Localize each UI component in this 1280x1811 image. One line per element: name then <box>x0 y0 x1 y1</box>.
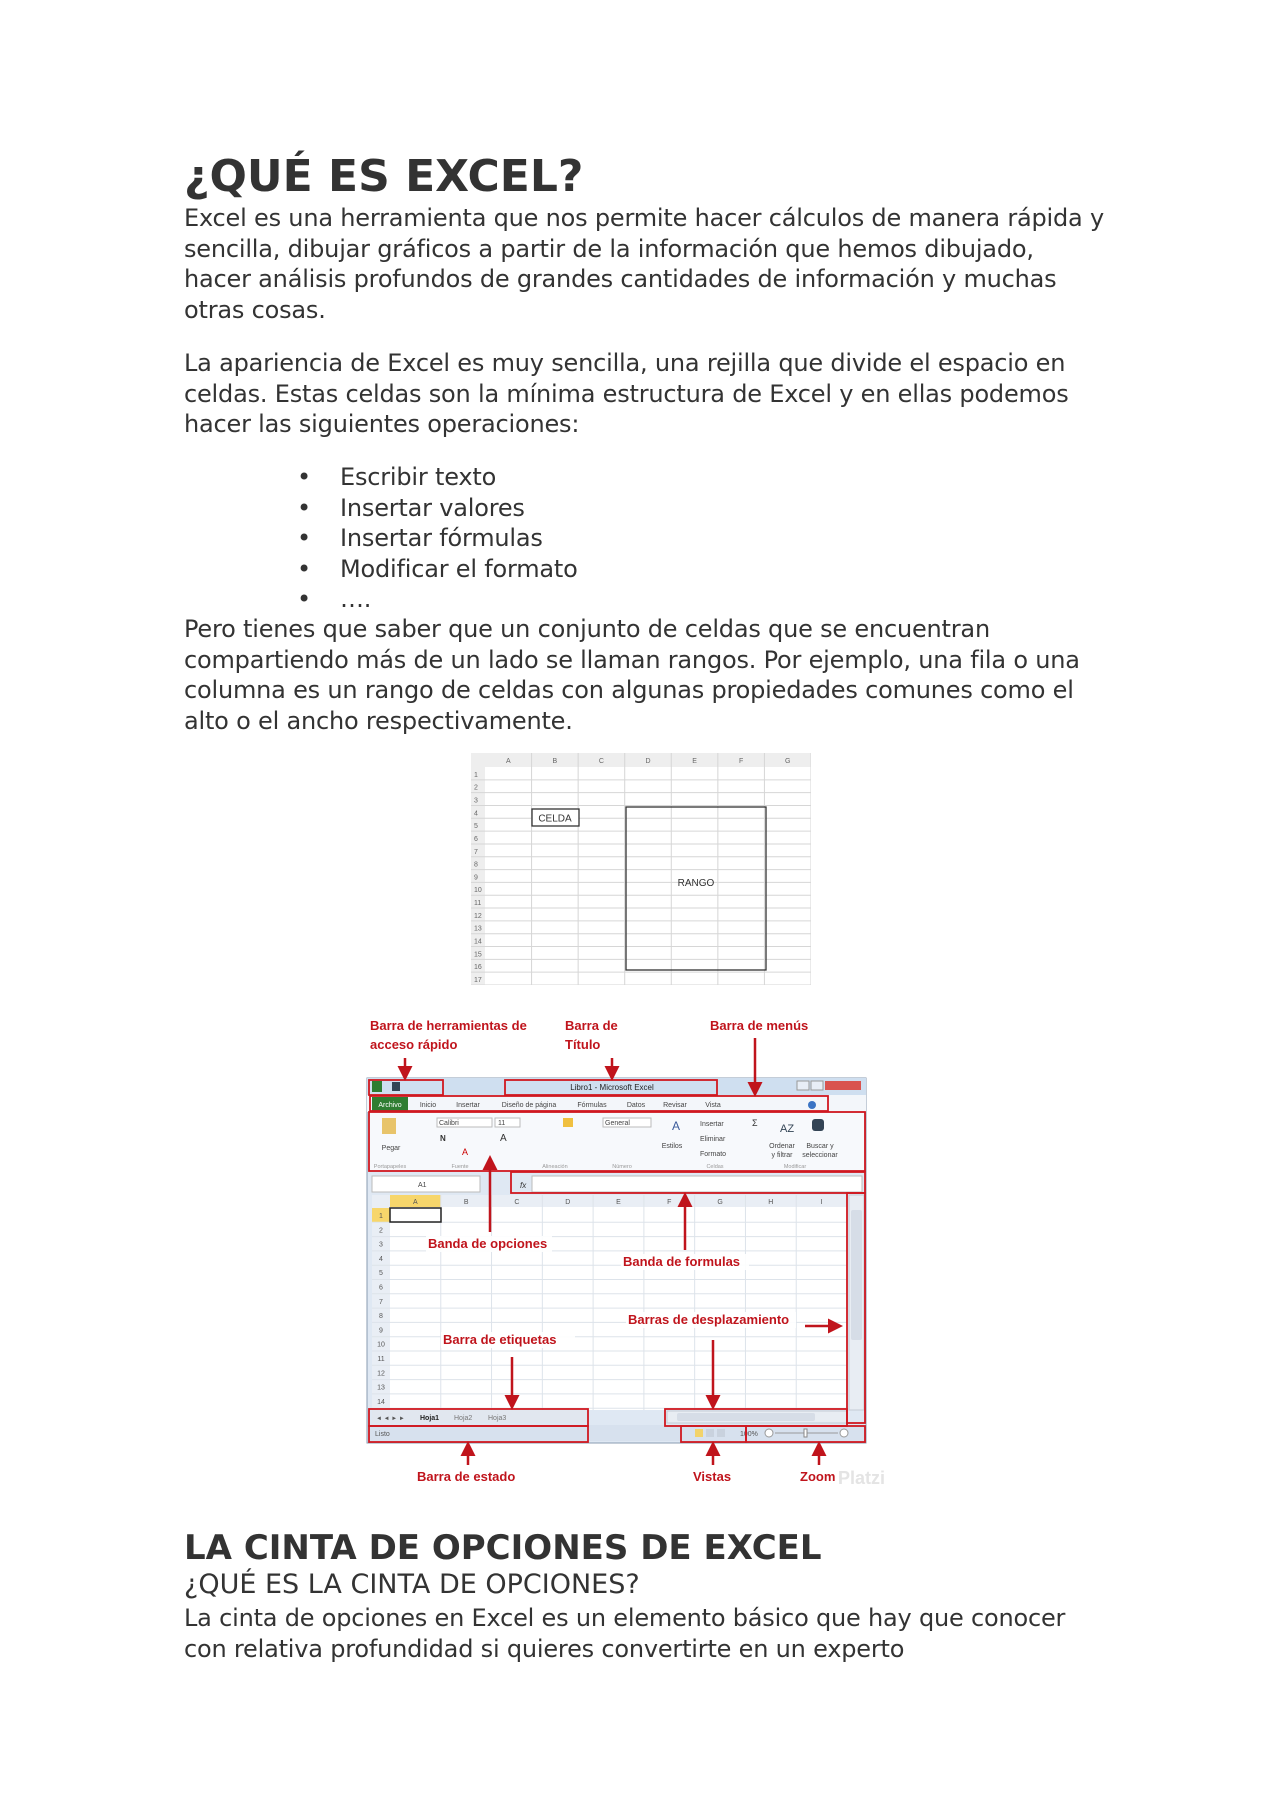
font-color-button[interactable]: A <box>462 1147 469 1157</box>
column-header: C <box>598 758 604 765</box>
font-grow-button[interactable]: A <box>500 1133 507 1144</box>
sum-icon[interactable]: Σ <box>752 1118 758 1128</box>
tab-insertar[interactable]: Insertar <box>456 1102 480 1109</box>
column-header[interactable]: B <box>463 1199 469 1206</box>
format-cells-button[interactable]: Formato <box>700 1151 727 1158</box>
svg-text:11: 11 <box>498 1120 506 1127</box>
tab-revisar[interactable]: Revisar <box>663 1102 687 1109</box>
page-break-view-icon[interactable] <box>717 1429 725 1437</box>
excel-window <box>367 1078 866 1443</box>
tab-inicio[interactable]: Inicio <box>419 1102 437 1109</box>
page-layout-view-icon[interactable] <box>706 1429 714 1437</box>
styles-icon[interactable]: A <box>672 1119 681 1133</box>
row-header: 16 <box>474 964 482 972</box>
sheet-tab-hoja1[interactable]: Hoja1 <box>420 1415 440 1422</box>
horizontal-scroll-thumb[interactable] <box>677 1413 815 1421</box>
column-header[interactable]: G <box>717 1199 723 1206</box>
label-quick-access-2: acceso rápido <box>370 1037 458 1052</box>
sheet-nav-icons[interactable]: ◄ ◄ ► ► <box>376 1416 405 1422</box>
column-header: B <box>552 758 558 765</box>
label-sheet-tabs: Barra de etiquetas <box>443 1332 557 1347</box>
svg-text:Ordenar: Ordenar <box>769 1143 795 1150</box>
zoom-slider-thumb[interactable] <box>804 1429 807 1437</box>
zoom-level: 100% <box>740 1431 758 1438</box>
row-header: 12 <box>474 912 482 920</box>
vertical-scroll-thumb[interactable] <box>851 1210 862 1340</box>
row-header[interactable]: 1 <box>379 1213 383 1220</box>
row-header[interactable]: 11 <box>377 1356 385 1363</box>
row-header[interactable]: 14 <box>377 1398 385 1406</box>
range-label: RANGO <box>677 878 715 889</box>
sheet-tab-hoja2[interactable]: Hoja2 <box>454 1415 473 1422</box>
list-item: • Insertar valores <box>184 493 1104 524</box>
svg-text:Celdas: Celdas <box>706 1164 724 1170</box>
label-views: Vistas <box>693 1469 732 1484</box>
intro-paragraph: Excel es una herramienta que nos permite hacer cálculos de manera rápida y sencilla, dibujar gráficos a partir de la información que hemos dibujado, hacer análisis profundos de grandes cantidades de información y muchas otras cosas. <box>184 204 1104 324</box>
column-header: A <box>505 758 511 765</box>
excel-interface-diagram <box>360 1010 920 1510</box>
row-header: 4 <box>474 810 478 818</box>
column-header[interactable]: C <box>514 1199 520 1206</box>
help-icon[interactable] <box>808 1101 816 1109</box>
column-header[interactable]: I <box>820 1199 823 1206</box>
row-header: 1 <box>474 771 478 779</box>
list-item: • …. <box>184 584 1104 615</box>
label-menu-bar: Barra de menús <box>710 1018 809 1033</box>
row-header[interactable]: 12 <box>377 1370 385 1378</box>
tab-formulas[interactable]: Fórmulas <box>577 1102 607 1109</box>
column-header: E <box>692 758 697 765</box>
svg-text:A1: A1 <box>418 1182 427 1189</box>
cell-range-figure <box>471 753 811 985</box>
ranges-paragraph: Pero tienes que saber que un conjunto de celdas que se encuentran compartiendo más de un lado se llaman rangos. Por ejemplo, una fila o una columna es un rango de celdas con algunas propiedades comunes como el alto o el ancho respectivamente. <box>184 615 1080 735</box>
row-header[interactable]: 3 <box>379 1241 383 1249</box>
svg-text:y filtrar: y filtrar <box>771 1152 793 1159</box>
zoom-in-button[interactable] <box>840 1429 848 1437</box>
column-header[interactable]: E <box>616 1199 621 1206</box>
status-text: Listo <box>375 1431 390 1438</box>
row-header[interactable]: 6 <box>379 1284 383 1292</box>
row-header[interactable]: 8 <box>379 1313 383 1321</box>
list-item: • Modificar el formato <box>184 554 1104 585</box>
label-scroll-bars: Barras de desplazamiento <box>628 1312 790 1327</box>
row-header[interactable]: 5 <box>379 1270 383 1278</box>
label-quick-access: Barra de herramientas de <box>370 1018 527 1033</box>
tab-diseno[interactable]: Diseño de página <box>501 1102 557 1109</box>
tab-vista[interactable]: Vista <box>705 1102 721 1109</box>
row-header: 6 <box>474 835 478 843</box>
column-header: D <box>645 758 651 765</box>
excel-logo-icon <box>372 1081 382 1092</box>
maximize-button[interactable] <box>811 1081 823 1090</box>
row-header: 17 <box>474 977 482 984</box>
row-header: 3 <box>474 797 478 805</box>
label-formula-bar: Banda de formulas <box>623 1254 741 1269</box>
operations-list <box>184 462 1104 615</box>
row-header[interactable]: 2 <box>379 1227 383 1235</box>
cell-label: CELDA <box>538 813 572 825</box>
column-header: F <box>739 758 744 765</box>
section-title: LA CINTA DE OPCIONES DE EXCEL <box>184 1528 822 1568</box>
svg-text:Modificar: Modificar <box>783 1164 807 1170</box>
row-header: 13 <box>474 925 482 933</box>
fx-icon: fx <box>520 1181 527 1190</box>
row-header: 11 <box>474 900 482 908</box>
svg-text:Estilos: Estilos <box>661 1143 683 1150</box>
tab-datos[interactable]: Datos <box>626 1102 646 1109</box>
ribbon-paragraph: La cinta de opciones en Excel es un elemento básico que hay que conocer con relativa profundidad si quieres convertirte en un experto <box>184 1604 1066 1663</box>
delete-cells-button[interactable]: Eliminar <box>700 1136 726 1143</box>
row-header[interactable]: 13 <box>377 1384 385 1392</box>
page-title: ¿QUÉ ES EXCEL? <box>184 151 584 202</box>
row-header: 5 <box>474 823 478 831</box>
list-item: • Insertar fórmulas <box>184 523 1104 554</box>
sort-icon[interactable]: AZ <box>780 1123 795 1135</box>
row-header[interactable]: 4 <box>379 1255 383 1263</box>
row-header[interactable]: 9 <box>379 1327 383 1335</box>
column-header[interactable]: F <box>667 1199 672 1206</box>
save-icon[interactable] <box>392 1082 400 1091</box>
row-header: 7 <box>474 848 478 856</box>
platzi-watermark: Platzi <box>838 1468 886 1488</box>
column-header: G <box>784 758 791 765</box>
row-header: 14 <box>474 938 482 946</box>
row-header: 9 <box>474 874 478 882</box>
svg-text:General: General <box>605 1120 630 1127</box>
paste-icon[interactable] <box>382 1118 396 1134</box>
formula-input[interactable] <box>532 1176 862 1192</box>
insert-cells-button[interactable]: Insertar <box>700 1121 724 1128</box>
svg-text:Archivo: Archivo <box>378 1102 402 1109</box>
row-header: 2 <box>474 784 478 792</box>
label-status-bar: Barra de estado <box>417 1469 516 1484</box>
row-header[interactable]: 7 <box>379 1298 383 1306</box>
svg-text:Número: Número <box>612 1164 632 1170</box>
row-header[interactable]: 10 <box>377 1341 385 1349</box>
row-header: 15 <box>474 951 482 959</box>
close-button[interactable] <box>825 1081 861 1090</box>
label-title-bar: Barra de <box>565 1018 618 1033</box>
row-header: 8 <box>474 861 478 869</box>
column-header[interactable]: D <box>565 1199 571 1206</box>
align-button[interactable] <box>563 1118 573 1127</box>
svg-text:Buscar y: Buscar y <box>806 1143 834 1150</box>
minimize-button[interactable] <box>797 1081 809 1090</box>
row-header: 10 <box>474 887 482 895</box>
svg-text:Fuente: Fuente <box>451 1164 469 1170</box>
section-subtitle: ¿QUÉ ES LA CINTA DE OPCIONES? <box>184 1569 640 1600</box>
binoculars-icon[interactable] <box>812 1119 824 1131</box>
window-title: Libro1 - Microsoft Excel <box>570 1083 654 1092</box>
zoom-out-button[interactable] <box>765 1429 773 1437</box>
svg-text:Portapapeles: Portapapeles <box>373 1164 407 1170</box>
appearance-paragraph: La apariencia de Excel es muy sencilla, una rejilla que divide el espacio en celdas. Estas celdas son la mínima estructura de Excel y en ellas podemos hacer las siguientes operaciones: <box>184 349 1069 438</box>
svg-text:Pegar: Pegar <box>381 1145 401 1152</box>
svg-text:Calibri: Calibri <box>439 1120 459 1127</box>
label-ribbon: Banda de opciones <box>428 1236 548 1251</box>
sheet-tab-hoja3[interactable]: Hoja3 <box>488 1415 507 1422</box>
normal-view-icon[interactable] <box>695 1429 703 1437</box>
label-title-bar-2: Título <box>565 1037 601 1052</box>
column-header[interactable]: H <box>768 1199 774 1206</box>
label-zoom: Zoom <box>800 1469 836 1484</box>
bold-button[interactable]: N <box>440 1134 446 1143</box>
svg-text:seleccionar: seleccionar <box>802 1152 838 1159</box>
column-header[interactable]: A <box>413 1199 418 1206</box>
list-item: • Escribir texto <box>184 462 1104 493</box>
svg-text:Alineación: Alineación <box>542 1164 568 1170</box>
